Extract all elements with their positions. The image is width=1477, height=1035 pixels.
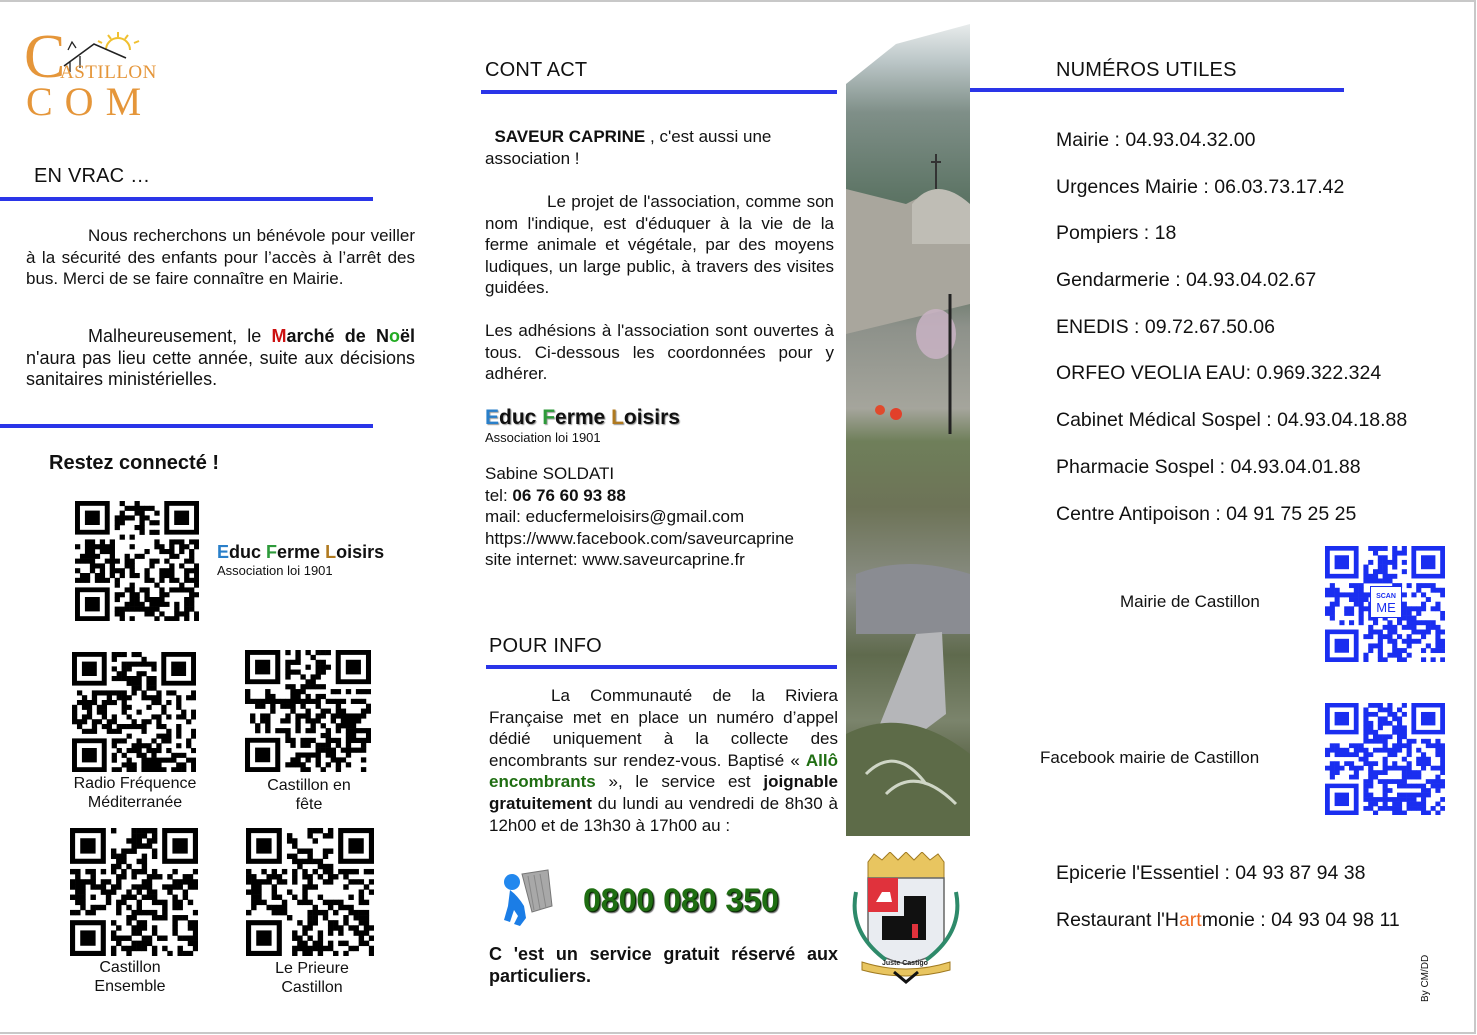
contact-mail-link[interactable]: mail: educfermeloisirs@gmail.com xyxy=(485,507,745,526)
qr-label-castillon-ensemble: Castillon Ensemble xyxy=(94,959,166,995)
contact-name: Sabine SOLDATI xyxy=(485,464,615,483)
qr-code-educ-ferme-loisirs[interactable] xyxy=(75,501,199,621)
number-orfeo-veolia: ORFEO VEOLIA EAU: 0.969.322.324 xyxy=(1056,362,1382,384)
logo-big-c: C xyxy=(24,23,66,91)
number-pharmacie: Pharmacie Sospel : 04.93.04.01.88 xyxy=(1056,456,1361,478)
pour-info-rule xyxy=(486,665,837,669)
contact-site-link[interactable]: site internet: www.saveurcaprine.fr xyxy=(485,550,745,569)
en-vrac-paragraph-2: Malheureusement, le Marché de Noël n'aura pas lieu cette année, suite aux décisions sanitaires ministérielles. xyxy=(26,326,415,389)
en-vrac-paragraph-1: Nous recherchons un bénévole pour veiller à la sécurité des enfants pour l’accès à l’arrêt des bus. Merci de se faire connaître en Mairie. xyxy=(26,226,415,288)
contact-heading: CONT ACT xyxy=(485,59,588,81)
qr-code-castillon-en-fete[interactable] xyxy=(245,650,371,772)
village-garden-photo xyxy=(846,14,970,836)
number-urgences-mairie: Urgences Mairie : 06.03.73.17.42 xyxy=(1056,176,1345,198)
number-mairie: Mairie : 04.93.04.32.00 xyxy=(1056,129,1256,151)
qr-pattern xyxy=(246,828,374,956)
logo-astillon: ASTILLON xyxy=(60,62,157,83)
qr-code-castillon-ensemble[interactable] xyxy=(70,828,198,956)
qr-label-castillon-en-fete: Castillon en fête xyxy=(267,777,351,813)
number-epicerie: Epicerie l'Essentiel : 04 93 87 94 38 xyxy=(1056,862,1366,884)
credit-by-cmdd: By CM/DD xyxy=(1420,954,1431,1002)
qr-pattern xyxy=(245,650,371,772)
qr-code-radio-frequence[interactable] xyxy=(72,652,196,772)
contact-educ-ferme-loisirs: Educ Ferme Loisirs Association loi 1901 xyxy=(485,406,680,445)
castillon-coat-of-arms xyxy=(846,852,966,984)
qr-label-radio-frequence: Radio Fréquence Méditerranée xyxy=(73,775,197,811)
contact-paragraph-2: Les adhésions à l'association sont ouvertes à tous. Ci-dessous les coordonnées pour y adhérer. xyxy=(485,321,834,383)
qr-pattern xyxy=(70,828,198,956)
qr-pattern xyxy=(1325,703,1445,815)
numeros-utiles-rule xyxy=(970,88,1344,92)
coat-of-arms-motto: Juste Castigo xyxy=(882,960,928,967)
contact-details xyxy=(485,463,794,571)
contact-rule xyxy=(481,90,837,94)
number-restaurant: Restaurant l'Hartmonie : 04 93 04 98 11 xyxy=(1056,909,1400,931)
numeros-utiles-heading: NUMÉROS UTILES xyxy=(1056,59,1237,81)
contact-facebook-link[interactable]: https://www.facebook.com/saveurcaprine xyxy=(485,528,794,548)
contact-intro: SAVEUR CAPRINE , c'est aussi une association ! xyxy=(485,127,772,168)
castillon-com-logo xyxy=(24,23,184,124)
qr-code-le-prieure[interactable] xyxy=(246,828,374,956)
pour-info-paragraph: La Communauté de la Riviera Française met en place un numéro d’appel dédié uniquement à la collecte des encombrants sur rendez-vous. Baptisé « Allô encombrants », le service est joignable gratuitement du lundi au vendredi de 8h30 à 12h00 et de 13h30 à 17h00 au : xyxy=(489,686,838,835)
en-vrac-rule xyxy=(0,197,373,201)
allo-encombrants-phone-number[interactable]: 0800 080 350 xyxy=(583,882,779,918)
qr-pattern xyxy=(75,501,199,621)
number-cabinet-medical: Cabinet Médical Sospel : 04.93.04.18.88 xyxy=(1056,409,1408,431)
en-vrac-heading: EN VRAC … xyxy=(34,165,151,187)
qr-pattern xyxy=(72,652,196,772)
number-pompiers: Pompiers : 18 xyxy=(1056,222,1177,244)
logo-com: COM xyxy=(26,79,154,124)
qr-code-facebook-mairie[interactable] xyxy=(1325,703,1445,815)
number-enedis: ENEDIS : 09.72.67.50.06 xyxy=(1056,316,1275,338)
number-gendarmerie: Gendarmerie : 04.93.04.02.67 xyxy=(1056,269,1317,291)
scan-me-badge: SCAN ME xyxy=(1370,586,1402,618)
contact-tel: tel: 06 76 60 93 88 xyxy=(485,485,626,505)
pour-info-heading: POUR INFO xyxy=(489,635,602,657)
pour-info-footer: C 'est un service gratuit réservé aux particuliers. xyxy=(489,944,838,986)
contact-paragraph-1: Le projet de l'association, comme son nom l'indique, est d'éduquer à la vie de la ferme animale et végétale, par des moyens ludiques, un large public, à travers des visites guidées. xyxy=(485,192,834,297)
person-carrying-bin-icon xyxy=(500,866,560,932)
qr-label-mairie: Mairie de Castillon xyxy=(1120,592,1260,611)
restez-connecte-heading: Restez connecté ! xyxy=(49,452,220,474)
educ-ferme-loisirs-label: Educ Ferme Loisirs Association loi 1901 xyxy=(217,542,385,578)
number-antipoison: Centre Antipoison : 04 91 75 25 25 xyxy=(1056,503,1357,525)
qr-label-le-prieure: Le Prieure Castillon xyxy=(275,960,349,996)
en-vrac-bottom-rule xyxy=(0,424,373,428)
qr-label-facebook-mairie: Facebook mairie de Castillon xyxy=(1040,748,1260,767)
